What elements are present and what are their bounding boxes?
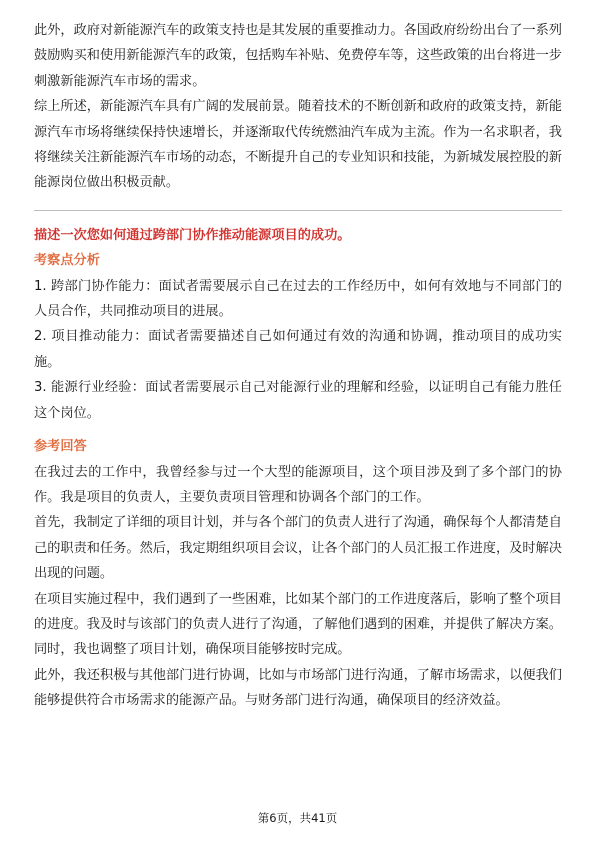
intro-paragraph: 此外，政府对新能源汽车的政策支持也是其发展的重要推动力。各国政府纷纷出台了一系列鼓励购买和使用新能源汽车的政策，包括购车补贴、免费停车等，这些政策的出台将进一步刺激新能源汽车市场的需求。 <box>34 23 562 89</box>
section-divider <box>34 210 562 211</box>
analysis-item: 2. 项目推动能力：面试者需要描述自己如何通过有效的沟通和协调，推动项目的成功实施。 <box>34 329 562 370</box>
analysis-item: 3. 能源行业经验：面试者需要展示自己对能源行业的理解和经验，以证明自己有能力胜任这个岗位。 <box>34 380 562 421</box>
page-number: 第6页，共41页 <box>257 811 338 825</box>
answer-paragraph: 在项目实施过程中，我们遇到了一些困难，比如某个部门的工作进度落后，影响了整个项目的进度。我及时与该部门的负责人进行了沟通，了解他们遇到的困难，并提供了解决方案。同时，我也调整了项目计划，确保项目能够按时完成。 <box>34 591 562 658</box>
answer-paragraph: 首先，我制定了详细的项目计划，并与各个部门的负责人进行了沟通，确保每个人都清楚自己的职责和任务。然后，我定期组织项目会议，让各个部门的人员汇报工作进度，及时解决出现的问题。 <box>34 515 562 582</box>
analysis-heading: 考察点分析 <box>34 253 100 269</box>
interview-question: 描述一次您如何通过跨部门协作推动能源项目的成功。 <box>34 227 351 243</box>
page-content <box>34 18 562 714</box>
analysis-item: 1. 跨部门协作能力：面试者需要展示自己在过去的工作经历中，如何有效地与不同部门的人员合作，共同推动项目的进展。 <box>34 278 562 320</box>
intro-paragraph: 综上所述，新能源汽车具有广阔的发展前景。随着技术的不断创新和政府的政策支持，新能源汽车市场将继续保持快速增长，并逐渐取代传统燃油汽车成为主流。作为一名求职者，我将继续关注新能源汽车市场的动态，不断提升自己的专业知识和技能，为新城发展控股的新能源岗位做出积极贡献。 <box>34 99 562 191</box>
answer-heading: 参考回答 <box>34 439 87 455</box>
answer-paragraph: 在我过去的工作中，我曾经参与过一个大型的能源项目，这个项目涉及到了多个部门的协作。我是项目的负责人，主要负责项目管理和协调各个部门的工作。 <box>34 464 562 505</box>
answer-paragraph: 此外，我还积极与其他部门进行协调，比如与市场部门进行沟通，了解市场需求，以便我们能够提供符合市场需求的能源产品。与财务部门进行沟通，确保项目的经济效益。 <box>34 667 562 709</box>
